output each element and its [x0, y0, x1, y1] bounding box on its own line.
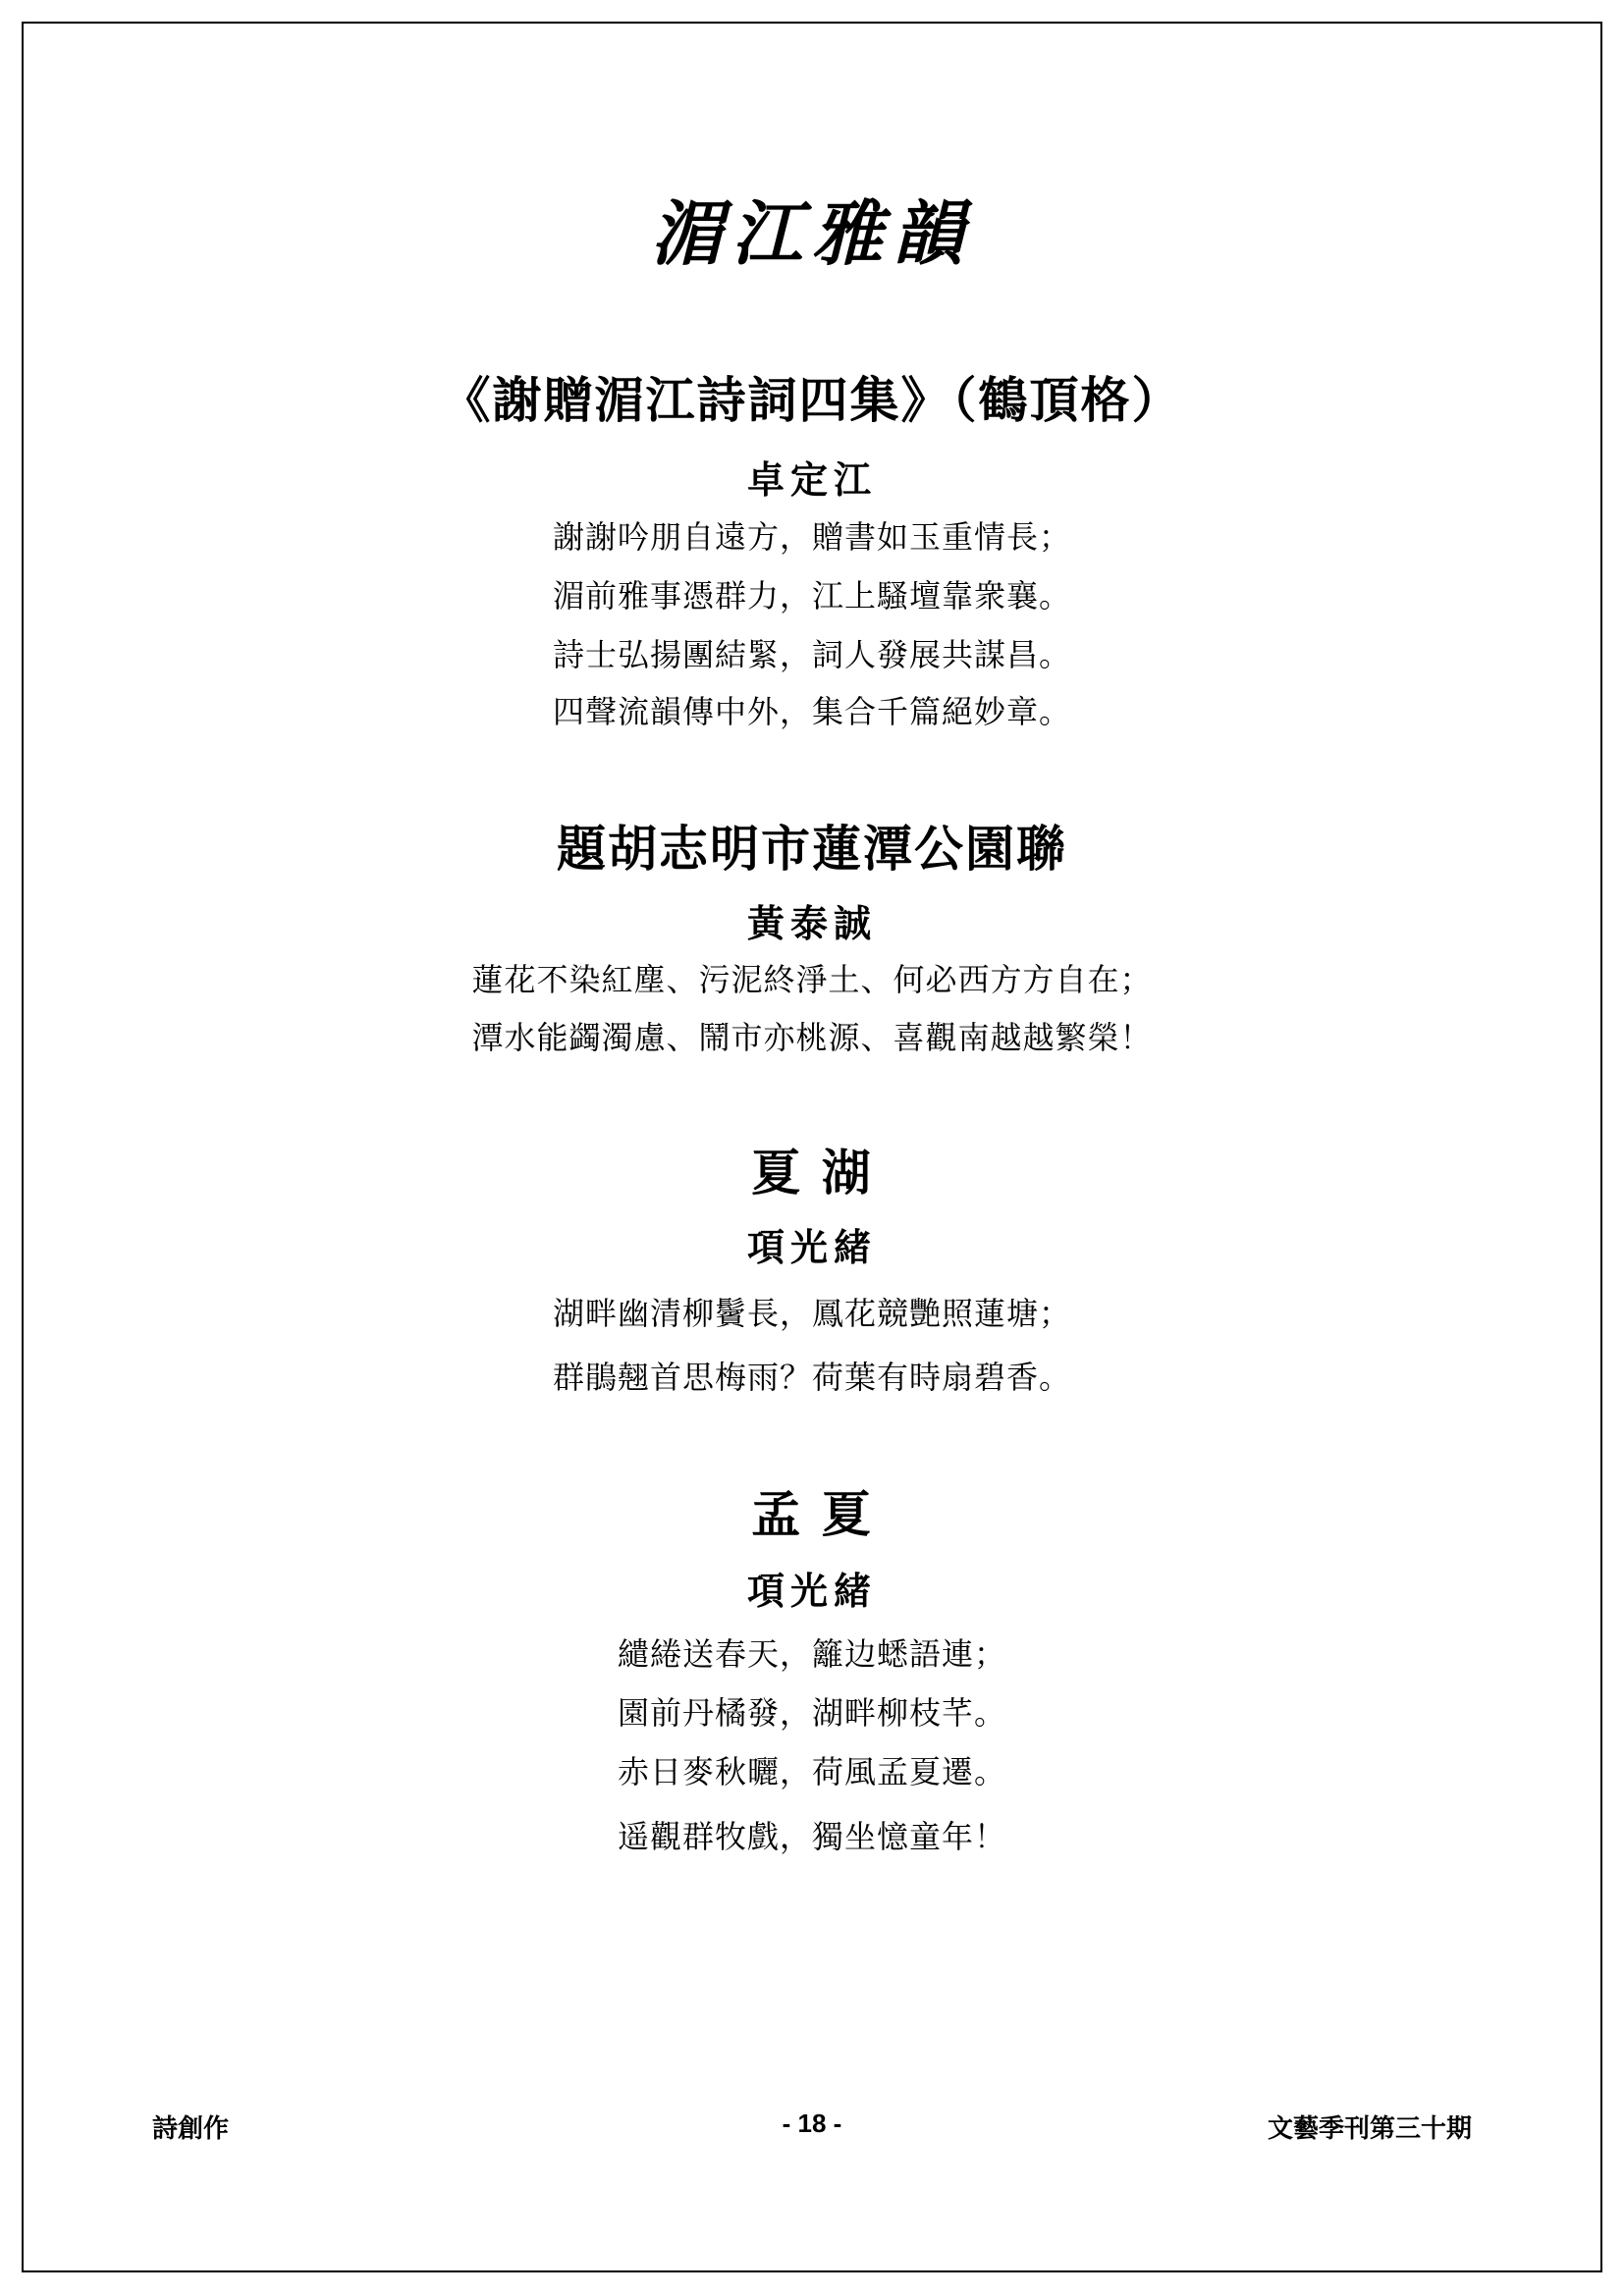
poem-author: 黃泰誠: [746, 901, 877, 945]
poem-title: 《謝贈湄江詩詞四集》（鶴頂格）: [441, 371, 1183, 429]
poem-author: 卓定江: [746, 457, 877, 502]
poem-line: 謝謝吟朋自遠方，贈書如玉重情長；: [552, 518, 1071, 556]
poem-line: 湖畔幽清柳鬢長，鳳花競艷照蓮塘；: [552, 1295, 1071, 1332]
footer-section-label: 詩創作: [152, 2113, 230, 2143]
footer-page-number: - 18 -: [782, 2109, 842, 2138]
footer-publication: 文藝季刊第三十期: [1267, 2113, 1472, 2143]
poem-title: 題胡志明市蓮潭公園聯: [557, 820, 1067, 878]
poem-line: 赤日麥秋曬，荷風孟夏遷。: [617, 1753, 1006, 1790]
poem-line: 群鵑翹首思梅雨？荷葉有時扇碧香。: [552, 1359, 1071, 1396]
poem-line: 園前丹橘發，湖畔柳枝芊。: [617, 1694, 1006, 1732]
poem-line: 四聲流韻傳中外，集合千篇絕妙章。: [552, 693, 1071, 730]
poem-line: 潭水能蠲濁慮、鬧市亦桃源、喜觀南越越繁榮！: [471, 1019, 1153, 1056]
poem-author: 項光緒: [746, 1225, 877, 1269]
poem-title: 夏 湖: [751, 1144, 873, 1201]
poem-title: 孟 夏: [751, 1485, 873, 1543]
poem-line: 詩士弘揚團結緊，詞人發展共謀昌。: [552, 636, 1071, 673]
poem-line: 蓮花不染紅塵、污泥終淨土、何必西方方自在；: [471, 961, 1153, 998]
poem-line: 繾綣送春天，籬边蟋語連；: [617, 1635, 1006, 1673]
page-title: 湄江雅韻: [650, 191, 973, 275]
poem-line: 遥觀群牧戲，獨坐憶童年！: [617, 1818, 1006, 1855]
poem-author: 項光緒: [746, 1569, 877, 1613]
poem-line: 湄前雅事憑群力，江上騷壇靠衆襄。: [552, 577, 1071, 614]
